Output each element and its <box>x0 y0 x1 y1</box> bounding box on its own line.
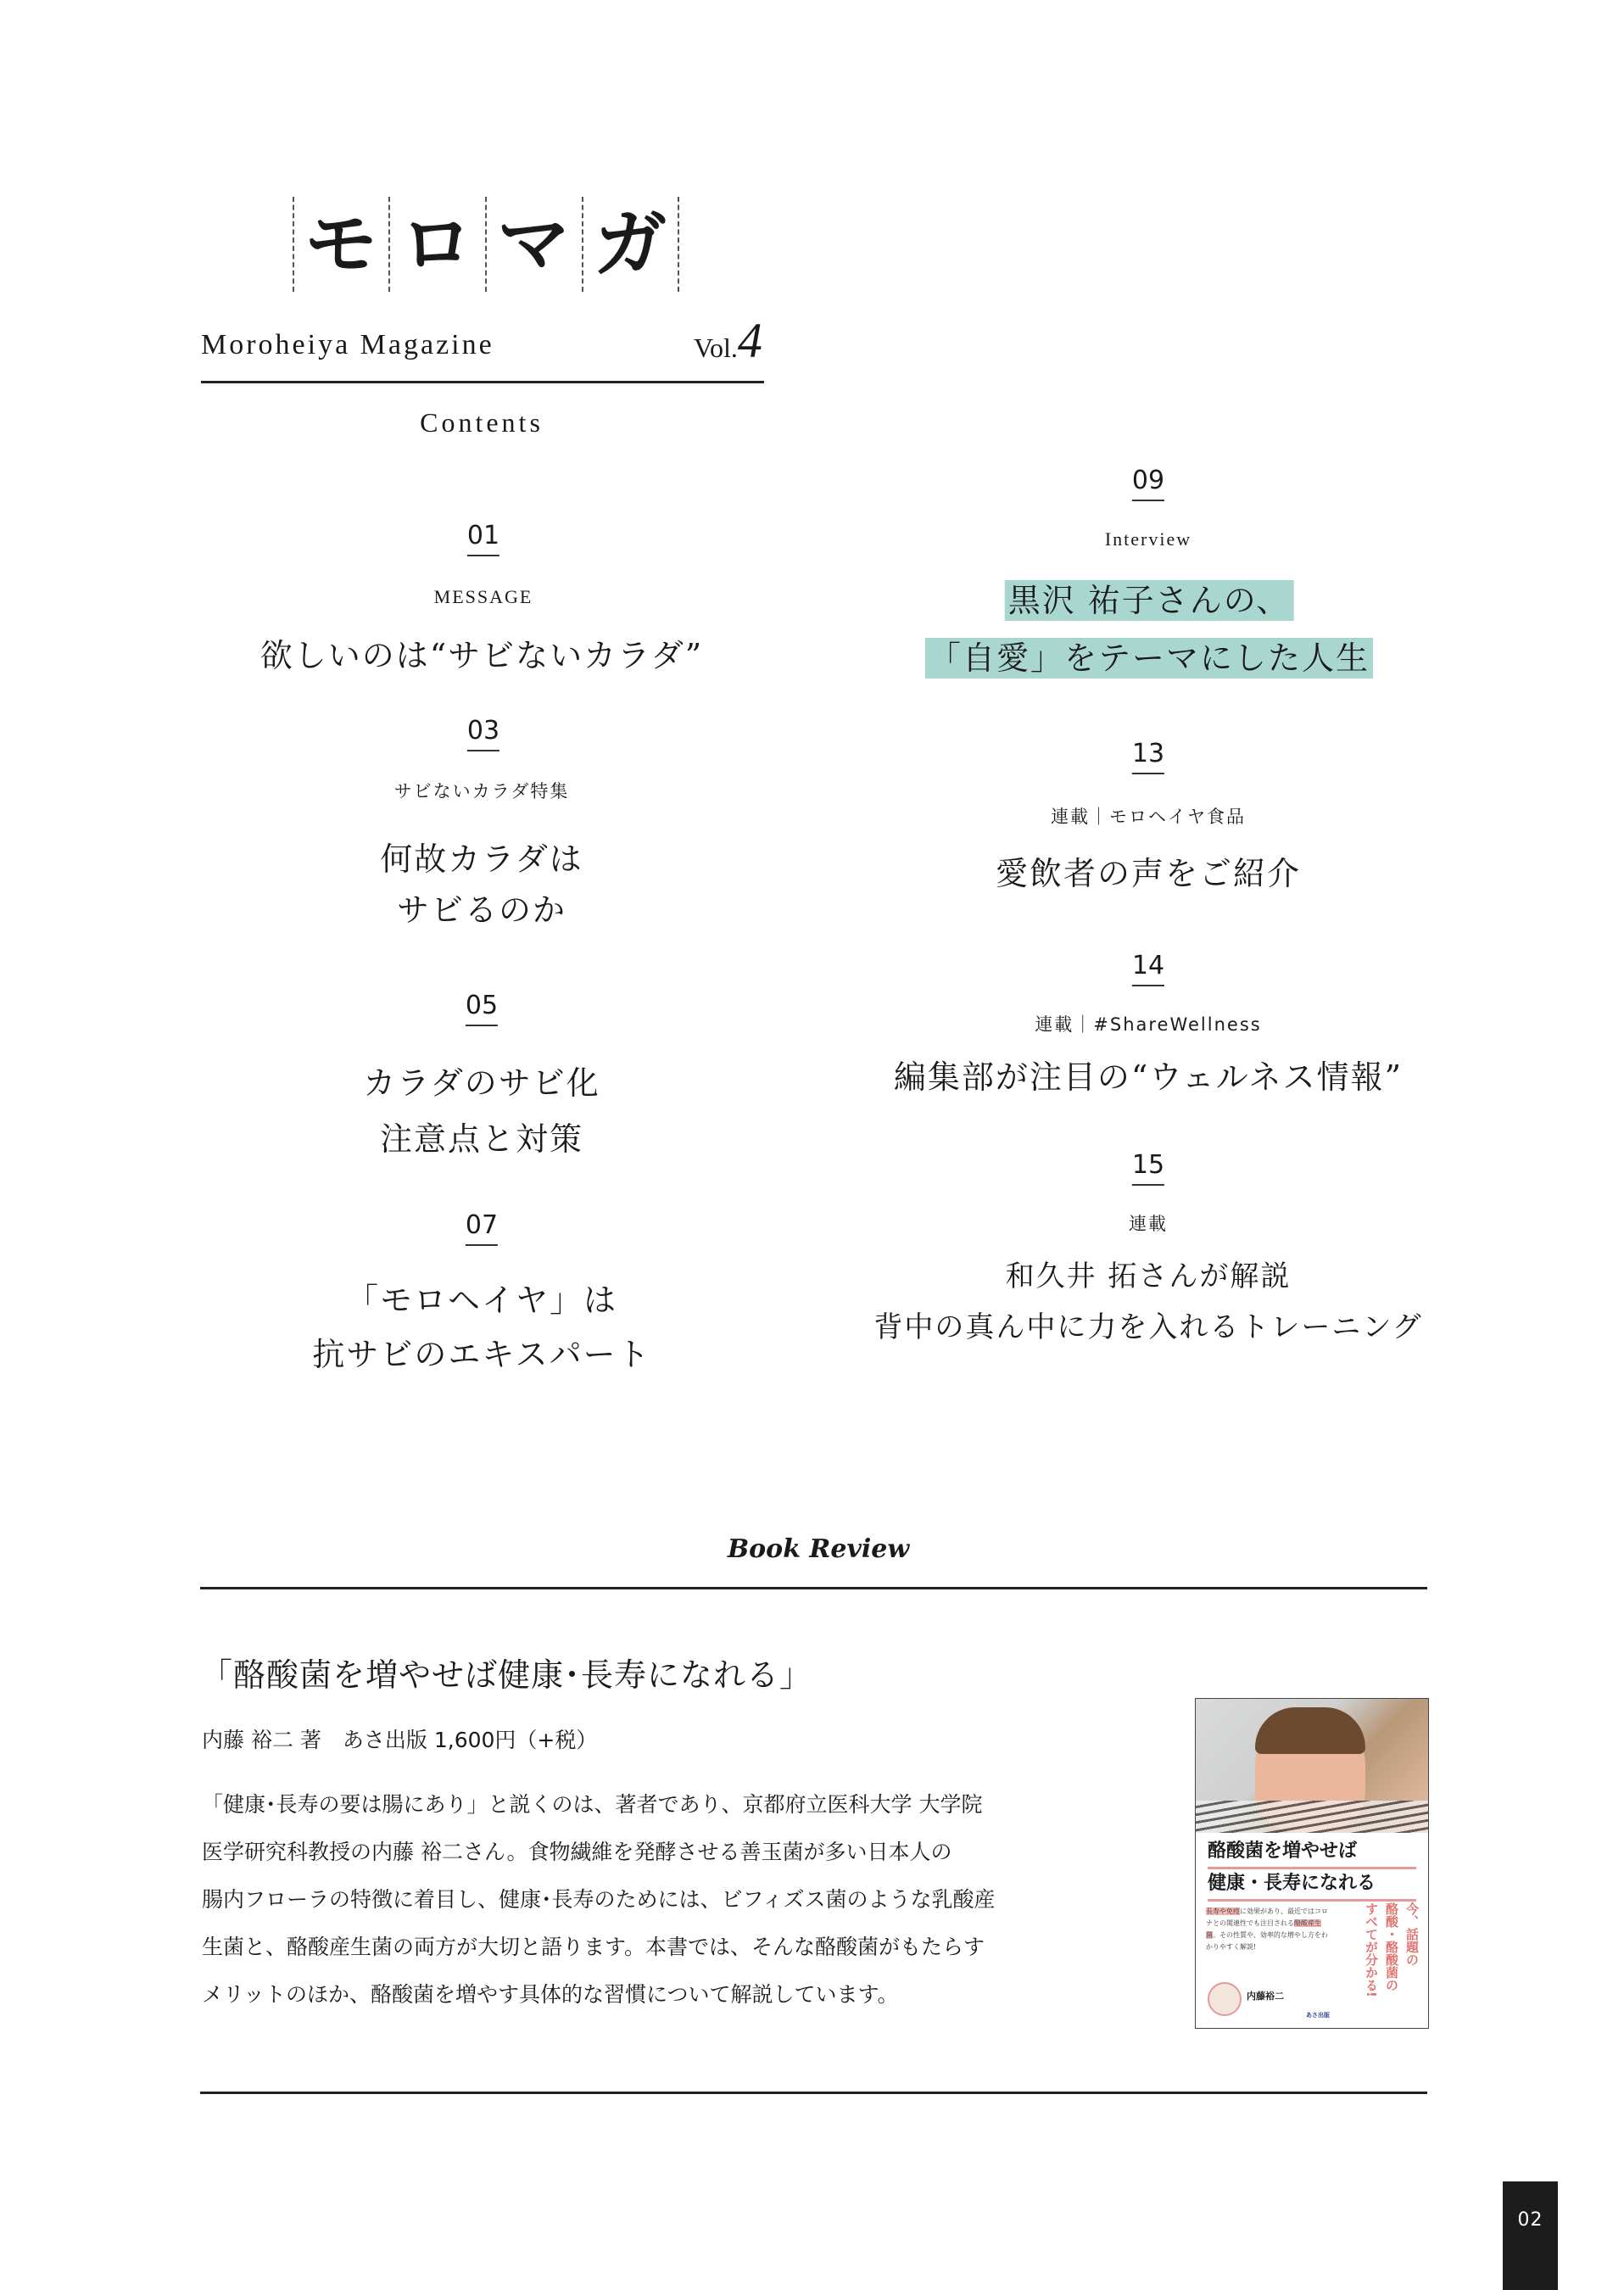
cover-desc-text: 。その性質や、効率的な増やし方をわかりやすく解説! <box>1206 1931 1328 1951</box>
book-byline: 内藤 裕二 著 あさ出版 1,600円（+税） <box>202 1728 598 1752</box>
toc-headline[interactable]: 「モロヘイヤ」は <box>345 1282 618 1319</box>
toc-category: MESSAGE <box>433 586 533 607</box>
publisher-logo: あさ出版 <box>1306 2012 1330 2019</box>
page-number[interactable]: 01 <box>467 522 499 556</box>
cover-vertical-text: すべてが分かる! <box>1364 1902 1379 1997</box>
toc-headline-highlighted[interactable] <box>1005 580 1294 621</box>
toc-headline[interactable]: 抗サビのエキスパート <box>312 1336 651 1373</box>
masthead-char: ガ <box>594 202 667 287</box>
masthead-char: モ <box>304 202 377 287</box>
page-number[interactable]: 14 <box>1132 952 1164 986</box>
body-line: 腸内フローラの特徴に着目し、健康･長寿のためには、ビフィズス菌のような乳酸産 <box>202 1887 996 1912</box>
toc-headline[interactable]: 注意点と対策 <box>379 1120 584 1158</box>
book-review-heading: Book Review <box>727 1534 910 1564</box>
cover-vertical-text: 今、話題の <box>1404 1902 1420 1966</box>
author-photo <box>1208 1982 1242 2016</box>
toc-headline[interactable]: 編集部が注目の“ウェルネス情報” <box>893 1058 1404 1096</box>
body-line: 医学研究科教授の内藤 裕二さん。食物繊維を発酵させる善玉菌が多い日本人の <box>202 1840 952 1864</box>
toc-headline[interactable]: 欲しいのは“サビないカラダ” <box>260 637 704 674</box>
toc-category: 連載 <box>1129 1214 1168 1234</box>
book-review-bottom-rule <box>200 2092 1427 2094</box>
page-number-tab <box>1503 2181 1558 2290</box>
book-review-top-rule <box>200 1587 1427 1589</box>
toc-headline[interactable]: サビるのか <box>396 891 567 929</box>
toc-headline[interactable]: 愛飲者の声をご紹介 <box>995 855 1302 892</box>
cover-rule <box>1208 1899 1416 1902</box>
body-line: メリットのほか、酪酸菌を増やす具体的な習慣について解説しています。 <box>202 1982 899 2007</box>
cover-author: 内藤裕二 <box>1247 1991 1284 2002</box>
toc-headline[interactable]: カラダのサビ化 <box>363 1064 600 1102</box>
book-review-body <box>202 1781 1143 2019</box>
cover-rule <box>1208 1867 1416 1869</box>
highlight-line: 黒沢 祐子さんの、 <box>1005 580 1294 621</box>
toc-headline[interactable]: 和久井 拓さんが解説 <box>1005 1260 1292 1293</box>
page-number[interactable]: 15 <box>1132 1151 1164 1186</box>
toc-headline[interactable]: 背中の真ん中に力を入れるトレーニング <box>873 1310 1423 1344</box>
contents-heading: Contents <box>420 407 544 438</box>
page-number[interactable]: 07 <box>466 1211 498 1246</box>
cover-desc-text: に効果があり、最近ではコロナとの関連性でも注目される <box>1206 1907 1328 1927</box>
masthead-rule <box>201 381 764 383</box>
toc-category: Interview <box>1104 528 1192 550</box>
vol-prefix: Vol. <box>694 332 738 363</box>
page-number-label: 02 <box>1517 2209 1543 2231</box>
book-cover-image <box>1195 1698 1429 2029</box>
page-number[interactable]: 03 <box>467 717 499 751</box>
body-line: 生菌と、酪酸産生菌の両方が大切と語ります。本書では、そんな酪酸菌がもたらす <box>202 1935 985 1959</box>
body-line: 「健康･長寿の要は腸にあり」と説くのは、著者であり、京都府立医科大学 大学院 <box>202 1792 983 1817</box>
vol-number: 4 <box>737 313 762 368</box>
magazine-name: Moroheiya Magazine <box>201 329 494 360</box>
toc-category: 連載｜モロヘイヤ食品 <box>1051 807 1246 827</box>
cover-desc-highlight: 長寿や免疫 <box>1206 1907 1240 1915</box>
toc-headline[interactable]: 何故カラダは <box>380 841 583 878</box>
cover-child-hair <box>1255 1707 1365 1754</box>
cover-vertical-text: 酪酸・酪酸菌の <box>1384 1902 1399 1991</box>
cover-title-line2: 健康・長寿になれる <box>1208 1873 1376 1894</box>
cover-desc-highlight: 酪酸産生菌 <box>1206 1919 1321 1939</box>
highlight-line: 「自愛」をテーマにした人生 <box>925 638 1373 679</box>
cover-striped-shirt <box>1196 1801 1428 1833</box>
page-number[interactable]: 05 <box>466 991 498 1026</box>
toc-headline-highlighted[interactable] <box>925 638 1373 679</box>
masthead-char: マ <box>497 202 570 287</box>
book-title: 「酪酸菌を増やせば健康･長寿になれる」 <box>200 1656 813 1694</box>
cover-title-line1: 酪酸菌を増やせば <box>1208 1840 1358 1862</box>
toc-category: 連載｜#ShareWellness <box>1035 1014 1262 1035</box>
volume-label <box>694 313 762 379</box>
masthead-char: ロ <box>400 202 473 287</box>
cover-description <box>1206 1906 1333 1953</box>
toc-category: サビないカラダ特集 <box>393 781 570 802</box>
page-number[interactable]: 09 <box>1132 466 1164 501</box>
page-number[interactable]: 13 <box>1132 740 1164 774</box>
